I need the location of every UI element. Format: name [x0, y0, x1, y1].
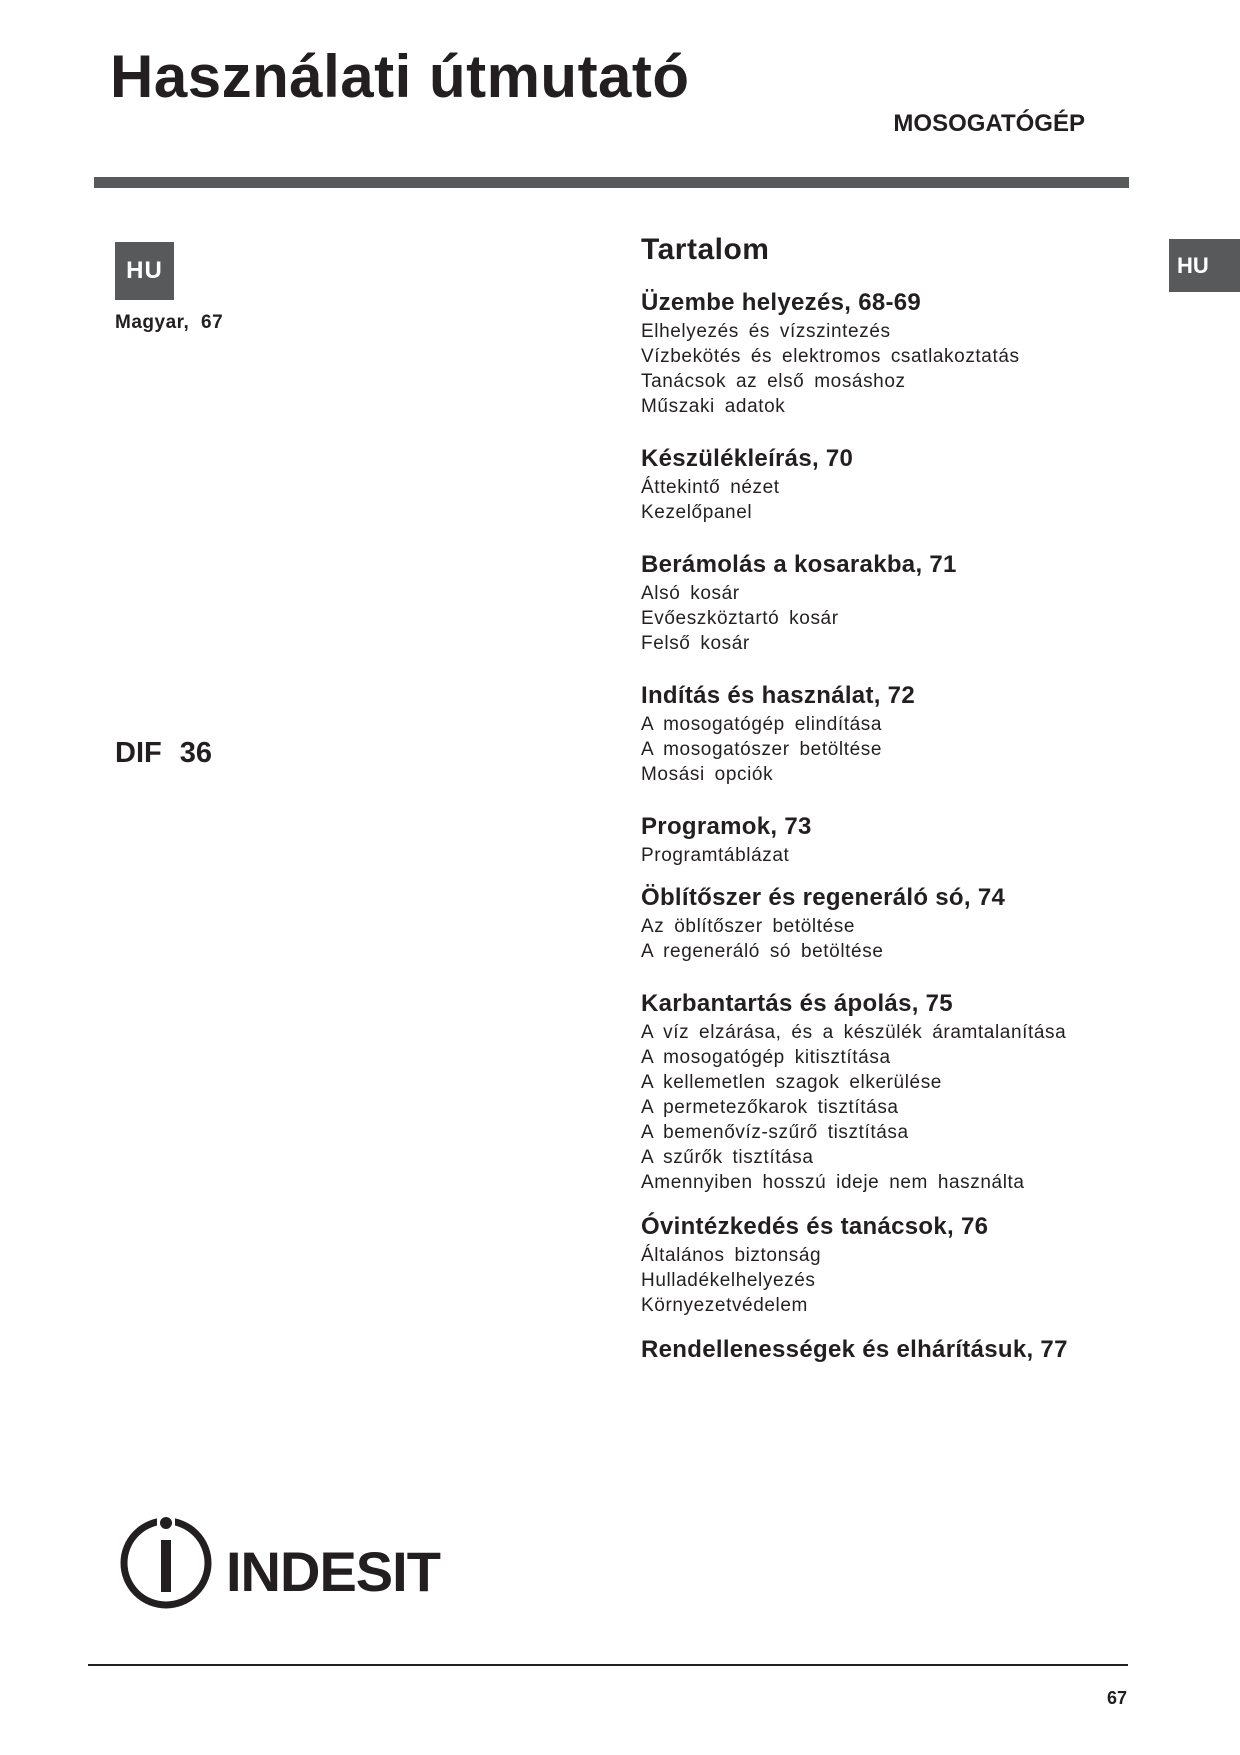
toc-section-item: Programtáblázat [641, 845, 790, 866]
toc-section-heading: Rendellenességek és elhárításuk, 77 [641, 1336, 1068, 1363]
toc-section-heading: Indítás és használat, 72 [641, 682, 915, 709]
toc-section [641, 443, 1161, 525]
toc-section-item: Alsó kosár [641, 583, 740, 604]
toc-section-item: Tanácsok az első mosáshoz [641, 371, 906, 392]
toc-section [641, 549, 1161, 656]
toc-section-item: Vízbekötés és elektromos csatlakoztatás [641, 346, 1020, 367]
toc-section-item: Evőeszköztartó kosár [641, 608, 839, 629]
toc-section [641, 1211, 1161, 1318]
toc-section-item: Kezelőpanel [641, 502, 753, 523]
page-number: 67 [1106, 1688, 1127, 1708]
toc-section-heading: Programok, 73 [641, 813, 812, 840]
toc-section-item: Hulladékelhelyezés [641, 1270, 816, 1291]
toc-section [641, 1334, 1161, 1366]
language-page-ref: Magyar, 67 [115, 312, 224, 333]
toc-section-item: A permetezőkarok tisztítása [641, 1097, 899, 1118]
toc-section-item: Áttekintő nézet [641, 477, 780, 498]
toc-section-heading: Készülékleírás, 70 [641, 445, 854, 472]
toc-section-item: Mosási opciók [641, 764, 774, 785]
logo-i-dot [160, 1517, 172, 1529]
language-side-tab: HU [1169, 239, 1240, 292]
toc-section-item: Elhelyezés és vízszintezés [641, 321, 891, 342]
toc-section-heading: Karbantartás és ápolás, 75 [641, 990, 953, 1017]
toc-section-heading: Öblítőszer és regeneráló só, 74 [641, 884, 1006, 911]
toc-section-heading: Üzembe helyezés, 68-69 [641, 289, 922, 316]
toc-section-heading: Berámolás a kosarakba, 71 [641, 551, 957, 578]
toc-section-item: Műszaki adatok [641, 396, 786, 417]
toc-section-item: Általános biztonság [641, 1245, 822, 1266]
toc-title: Tartalom [641, 233, 770, 266]
toc-section-item: A mosogatógép elindítása [641, 714, 883, 735]
toc-section [641, 988, 1161, 1195]
product-type: MOSOGATÓGÉP [893, 110, 1085, 137]
toc-section-item: A kellemetlen szagok elkerülése [641, 1072, 942, 1093]
toc-section [641, 287, 1161, 419]
toc-section-item: A szűrők tisztítása [641, 1147, 814, 1168]
brand-wordmark: INDESIT [226, 1540, 440, 1603]
language-badge: HU [115, 242, 174, 300]
header-divider [94, 177, 1129, 188]
document-title: Használati útmutató [110, 43, 690, 110]
toc-section-item: A mosogatószer betöltése [641, 739, 883, 760]
table-of-contents [641, 233, 1161, 1366]
toc-section [641, 882, 1161, 964]
toc-section-item: A víz elzárása, és a készülék áramtalanítása [641, 1022, 1067, 1043]
logo-i-stem [161, 1540, 171, 1592]
toc-section-item: A bemenővíz-szűrő tisztítása [641, 1122, 909, 1143]
toc-section [641, 811, 1161, 868]
toc-sections [641, 287, 1161, 1366]
indesit-logo [118, 1515, 478, 1615]
toc-section [641, 680, 1161, 787]
model-number: DIF 36 [115, 737, 213, 769]
toc-section-heading: Óvintézkedés és tanácsok, 76 [641, 1213, 989, 1240]
toc-section-item: Környezetvédelem [641, 1295, 808, 1316]
toc-section-item: Felső kosár [641, 633, 750, 654]
footer-divider [88, 1664, 1128, 1666]
toc-section-item: A mosogatógép kitisztítása [641, 1047, 891, 1068]
toc-section-item: A regeneráló só betöltése [641, 941, 884, 962]
toc-section-item: Az öblítőszer betöltése [641, 916, 856, 937]
toc-section-item: Amennyiben hosszú ideje nem használta [641, 1172, 1025, 1193]
